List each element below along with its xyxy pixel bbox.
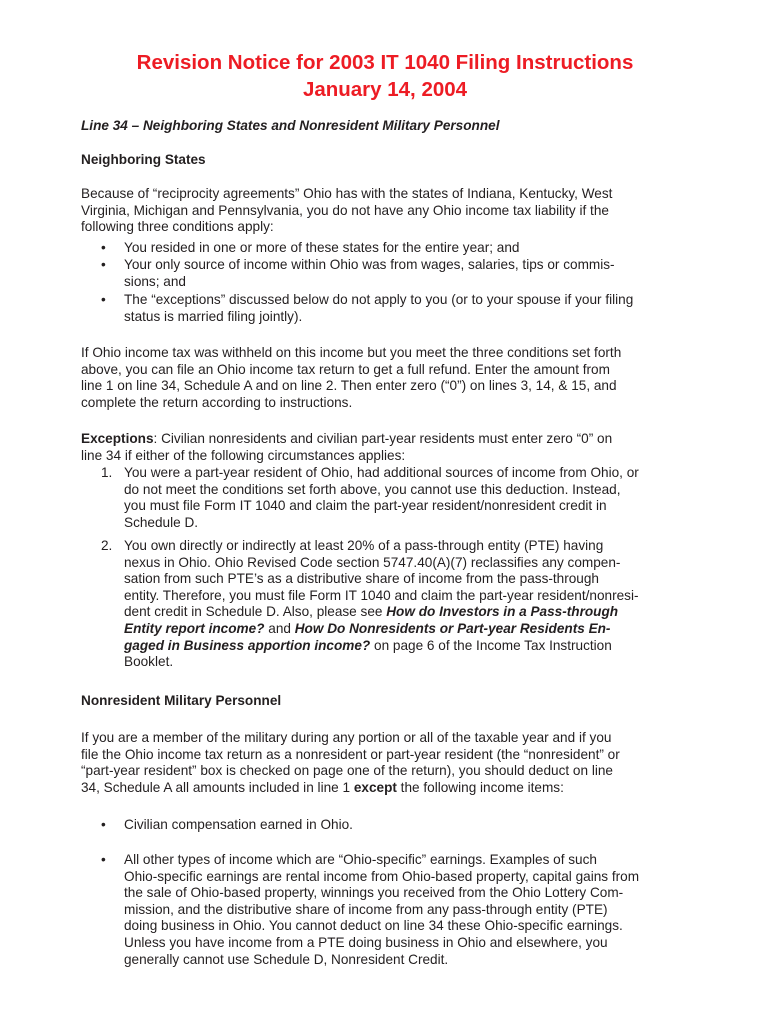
intro-line: following three conditions apply: (81, 219, 274, 235)
exception-text: on page 6 of the Income Tax Instruction (370, 637, 612, 653)
condition-3 (124, 292, 633, 325)
refund-line: If Ohio income tax was withheld on this income but you meet the three conditions set forth (81, 345, 622, 360)
military-line (81, 780, 721, 797)
military-bullet-line: generally cannot use Schedule D, Nonresident Credit. (124, 951, 449, 967)
bullet-marker: • (101, 257, 106, 272)
military-text: the following income items: (396, 779, 564, 795)
intro-line: Virginia, Michigan and Pennsylvania, you do not have any Ohio income tax liability if the (81, 202, 609, 218)
neighboring-states-heading: Neighboring States (81, 152, 206, 167)
military-bullet-line: All other types of income which are “Ohio-specific” earnings. Examples of such (124, 852, 597, 867)
exception-line: You were a part-year resident of Ohio, had additional sources of income from Ohio, or (124, 465, 639, 480)
bullet-marker: • (101, 240, 106, 255)
exception-line (124, 604, 639, 621)
exception-number: 1. (101, 465, 113, 480)
bullet-marker: • (101, 817, 106, 832)
exceptions-intro-line2: line 34 if either of the following circumstances applies: (81, 447, 406, 463)
exceptions-intro-text: : Civilian nonresidents and civilian part-year residents must enter zero “0” on (153, 431, 613, 446)
refund-line: line 1 on line 34, Schedule A and on line 2. Then enter zero (“0”) on lines 3, 14, & 15, and (81, 378, 617, 394)
neighboring-intro (81, 186, 721, 236)
military-bullet-line: Unless you have income from a PTE doing business in Ohio and elsewhere, you (124, 934, 608, 950)
exception-line: entity. Therefore, you must file Form IT 1040 and claim the part-year resident/nonresi- (124, 587, 639, 603)
exception-1 (124, 465, 639, 531)
exception-line: nexus in Ohio. Ohio Revised Code section 5747.40(A)(7) reclassifies any compen- (124, 554, 621, 570)
refund-line: complete the return according to instructions. (81, 394, 353, 410)
reference-title: gaged in Business apportion income? (124, 637, 371, 653)
military-bullet-line: the sale of Ohio-based property, winnings you received from the Ohio Lottery Com- (124, 885, 624, 901)
exception-line: sation from such PTE’s as a distributive share of income from the pass-through (124, 571, 599, 587)
exception-line (124, 621, 639, 638)
military-line: “part-year resident” box is checked on page one of the return), you should deduct on line (81, 763, 613, 779)
notice-date: January 14, 2004 (302, 78, 468, 101)
military-line: If you are a member of the military during any portion or all of the taxable year and if you (81, 730, 612, 745)
condition-2 (124, 257, 615, 290)
reference-title: How do Investors in a Pass-through (386, 604, 619, 620)
exception-line: Schedule D. (124, 514, 199, 530)
condition-1 (124, 240, 519, 257)
condition-line: The “exceptions” discussed below do not apply to you (or to your spouse if your filing (124, 292, 634, 307)
exception-text: dent credit in Schedule D. Also, please see (124, 604, 387, 620)
exception-line: You own directly or indirectly at least 20% of a pass-through entity (PTE) having (124, 538, 604, 553)
exception-line (124, 638, 639, 655)
military-bullet-1: Civilian compensation earned in Ohio. (124, 817, 353, 832)
condition-line: status is married filing jointly). (124, 308, 303, 324)
military-paragraph (81, 730, 721, 796)
line34-heading: Line 34 – Neighboring States and Nonresident Military Personnel (81, 118, 500, 133)
military-bullet-line: Ohio-specific earnings are rental income from Ohio-based property, capital gains from (124, 868, 640, 884)
military-text: 34, Schedule A all amounts included in line 1 (81, 779, 354, 795)
exceptions-label: Exceptions (81, 431, 154, 446)
exception-line: do not meet the conditions set forth above, you cannot use this deduction. Instead, (124, 481, 621, 497)
refund-paragraph (81, 345, 721, 411)
military-bullet-2 (124, 852, 639, 968)
military-bullet-line: mission, and the distributive share of income from any pass-through entity (PTE) (124, 901, 608, 917)
exception-line: you must file Form IT 1040 and claim the part-year resident/nonresident credit in (124, 498, 607, 514)
bullet-marker: • (101, 852, 106, 867)
condition-line: You resided in one or more of these states for the entire year; and (124, 240, 520, 255)
military-bullet-line: doing business in Ohio. You cannot deduct on line 34 these Ohio-specific earnings. (124, 918, 623, 934)
exception-line: Booklet. (124, 654, 174, 670)
exceptions-intro (81, 431, 721, 464)
bullet-marker: • (101, 292, 106, 307)
condition-line: sions; and (124, 273, 186, 289)
intro-line: Because of “reciprocity agreements” Ohio has with the states of Indiana, Kentucky, West (81, 186, 613, 201)
exception-text: and (264, 620, 295, 636)
except-emphasis: except (353, 779, 397, 795)
reference-title: Entity report income? (124, 620, 265, 636)
reference-title: How Do Nonresidents or Part-year Residents En- (294, 620, 611, 636)
military-line: file the Ohio income tax return as a nonresident or part-year resident (the “nonresident” or (81, 746, 620, 762)
refund-line: above, you can file an Ohio income tax return to get a full refund. Enter the amount from (81, 361, 610, 377)
military-heading: Nonresident Military Personnel (81, 693, 282, 708)
exception-number: 2. (101, 538, 113, 553)
notice-title: Revision Notice for 2003 IT 1040 Filing Instructions (136, 51, 634, 74)
condition-line: Your only source of income within Ohio was from wages, salaries, tips or commis- (124, 257, 615, 272)
exception-2 (124, 538, 639, 671)
